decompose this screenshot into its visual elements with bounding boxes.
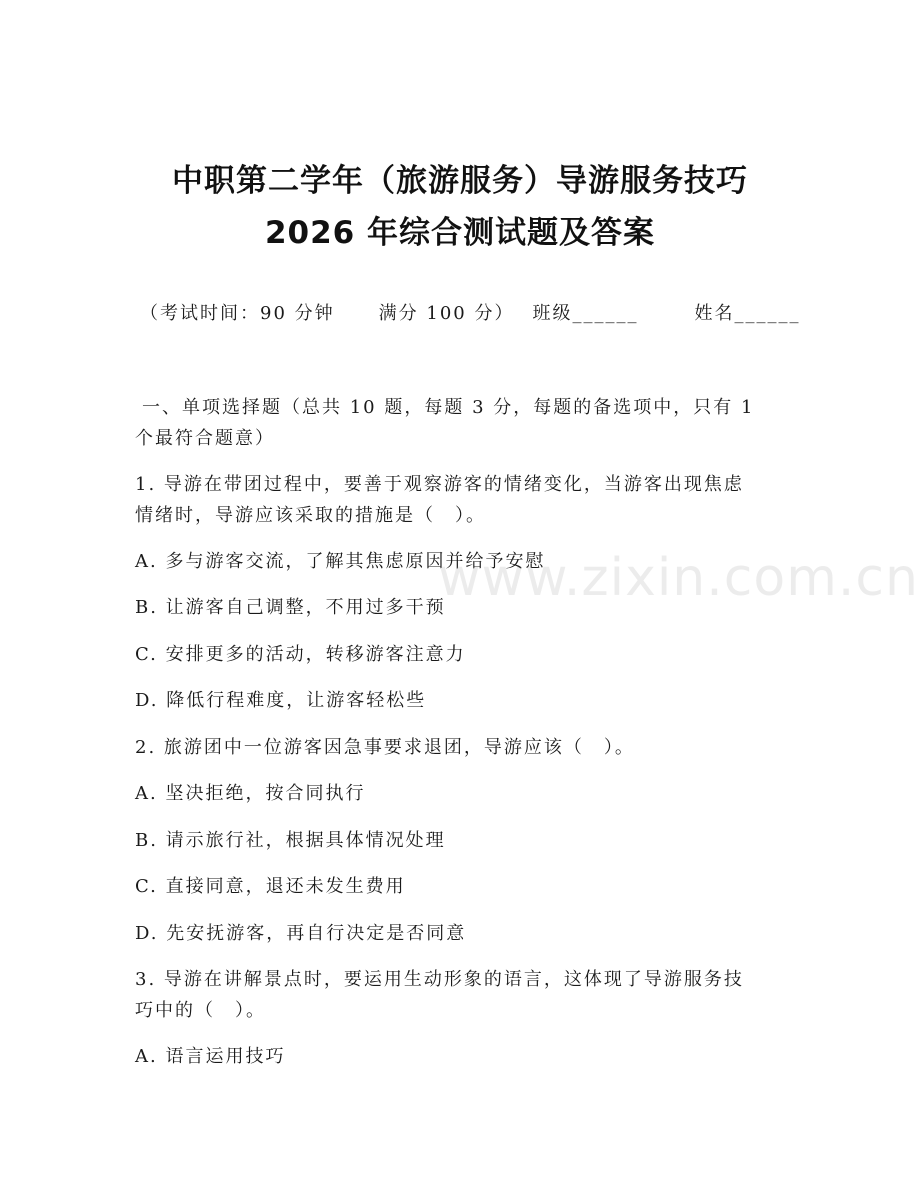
question-3-stem-line-1: 3. 导游在讲解景点时，要运用生动形象的语言，这体现了导游服务技 <box>135 969 744 990</box>
question-2-option-b: B. 请示旅行社，根据具体情况处理 <box>135 830 446 851</box>
section-heading-line-2: 个最符合题意） <box>135 428 275 449</box>
exam-time: （考试时间：90 分钟 <box>140 303 335 324</box>
question-2-option-d: D. 先安抚游客，再自行决定是否同意 <box>135 923 467 944</box>
exam-info <box>140 299 801 329</box>
watermark: www.zixin.com.cn <box>438 548 919 608</box>
class-field: 班级______ <box>532 303 639 324</box>
document-title-line-2: 2026 年综合测试题及答案 <box>264 215 656 251</box>
question-1-option-b: B. 让游客自己调整，不用过多干预 <box>135 597 446 618</box>
question-1-option-d: D. 降低行程难度，让游客轻松些 <box>135 690 427 711</box>
question-2-option-a: A. 坚决拒绝，按合同执行 <box>135 783 366 804</box>
question-1-option-c: C. 安排更多的活动，转移游客注意力 <box>135 644 466 665</box>
document-title-line-1: 中职第二学年（旅游服务）导游服务技巧 <box>172 163 748 199</box>
section-heading-line-1: 一、单项选择题（总共 10 题，每题 3 分，每题的备选项中，只有 1 <box>142 397 755 418</box>
question-1-stem-line-1: 1. 导游在带团过程中，要善于观察游客的情绪变化，当游客出现焦虑 <box>135 474 744 495</box>
question-1-option-a: A. 多与游客交流，了解其焦虑原因并给予安慰 <box>135 551 546 572</box>
question-3-option-a: A. 语言运用技巧 <box>135 1046 286 1067</box>
exam-score: 满分 100 分） <box>378 303 515 324</box>
name-field: 姓名______ <box>694 303 801 324</box>
question-3-stem-line-2: 巧中的（ ）。 <box>135 1000 266 1021</box>
question-2-stem-line-1: 2. 旅游团中一位游客因急事要求退团，导游应该（ ）。 <box>135 737 635 758</box>
question-2-option-c: C. 直接同意，退还未发生费用 <box>135 876 406 897</box>
question-1-stem-line-2: 情绪时，导游应该采取的措施是（ ）。 <box>135 505 486 526</box>
